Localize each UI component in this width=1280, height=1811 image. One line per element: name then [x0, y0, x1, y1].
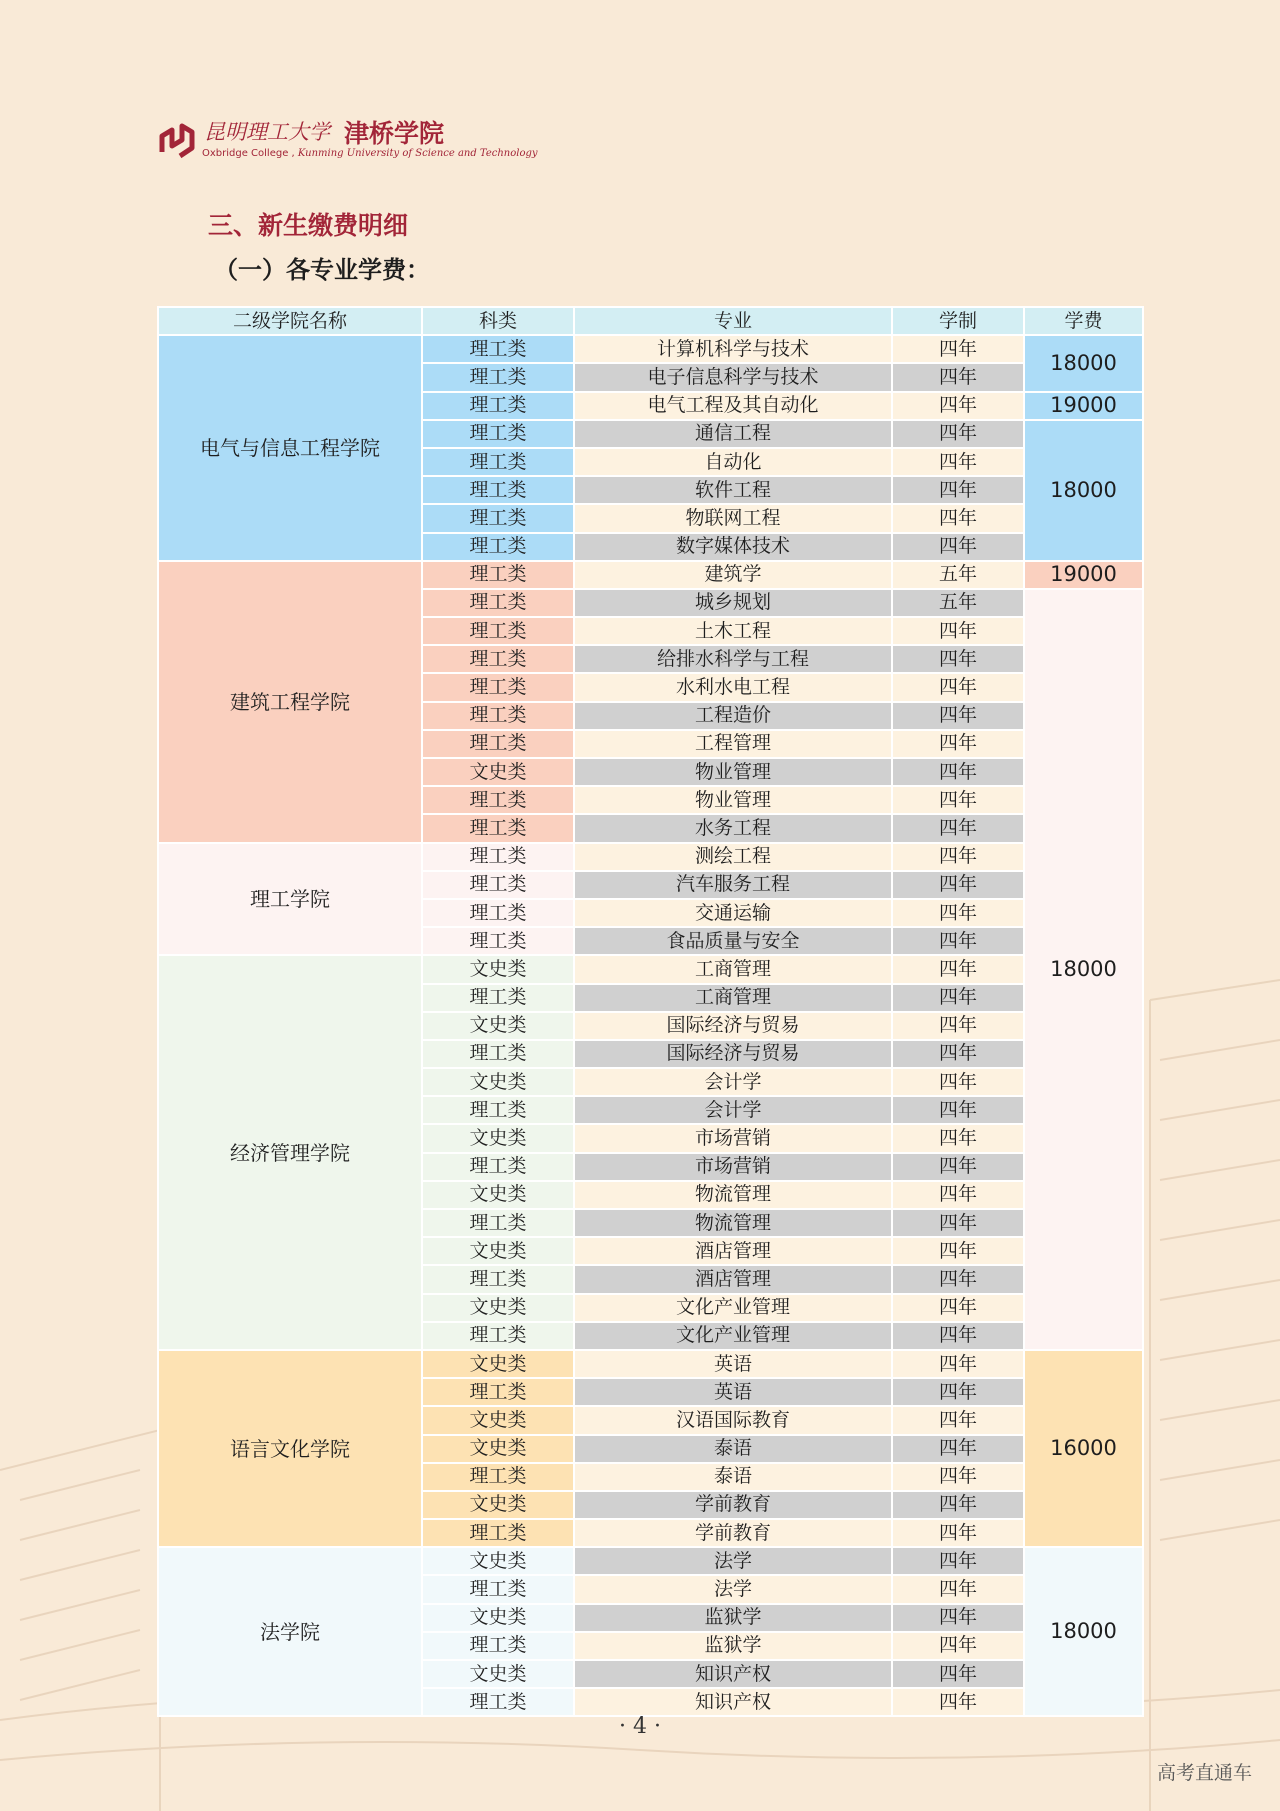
major-cell: 法学: [574, 1575, 892, 1603]
category-cell: 文史类: [422, 1237, 574, 1265]
header-duration: 学制: [892, 307, 1024, 335]
major-cell: 电子信息科学与技术: [574, 363, 892, 391]
duration-cell: 五年: [892, 561, 1024, 589]
major-cell: 文化产业管理: [574, 1294, 892, 1322]
tuition-table: [157, 306, 1144, 1717]
duration-cell: 五年: [892, 589, 1024, 617]
duration-cell: 四年: [892, 420, 1024, 448]
category-cell: 理工类: [422, 561, 574, 589]
duration-cell: 四年: [892, 1265, 1024, 1293]
duration-cell: 四年: [892, 1012, 1024, 1040]
duration-cell: 四年: [892, 504, 1024, 532]
major-cell: 监狱学: [574, 1632, 892, 1660]
category-cell: 文史类: [422, 758, 574, 786]
duration-cell: 四年: [892, 1068, 1024, 1096]
category-cell: 文史类: [422, 1491, 574, 1519]
duration-cell: 四年: [892, 786, 1024, 814]
duration-cell: 四年: [892, 448, 1024, 476]
duration-cell: 四年: [892, 1491, 1024, 1519]
category-cell: 理工类: [422, 1040, 574, 1068]
table-row: [158, 561, 1143, 589]
major-cell: 酒店管理: [574, 1237, 892, 1265]
duration-cell: 四年: [892, 1322, 1024, 1350]
table-row: [158, 1350, 1143, 1378]
section-title: 三、新生缴费明细: [208, 211, 409, 240]
category-cell: 理工类: [422, 814, 574, 842]
major-cell: 工商管理: [574, 955, 892, 983]
college-name-cell: 建筑工程学院: [158, 561, 422, 843]
college-name-cell: 语言文化学院: [158, 1350, 422, 1547]
header-fee: 学费: [1024, 307, 1143, 335]
logo-college-name: 津桥学院: [344, 119, 445, 148]
category-cell: 文史类: [422, 1181, 574, 1209]
duration-cell: 四年: [892, 673, 1024, 701]
table-body: [158, 335, 1143, 1716]
category-cell: 理工类: [422, 476, 574, 504]
category-cell: 理工类: [422, 420, 574, 448]
major-cell: 汽车服务工程: [574, 871, 892, 899]
major-cell: 物业管理: [574, 786, 892, 814]
category-cell: 理工类: [422, 843, 574, 871]
duration-cell: 四年: [892, 1294, 1024, 1322]
category-cell: 理工类: [422, 504, 574, 532]
duration-cell: 四年: [892, 645, 1024, 673]
major-cell: 水务工程: [574, 814, 892, 842]
major-cell: 计算机科学与技术: [574, 335, 892, 363]
duration-cell: 四年: [892, 1632, 1024, 1660]
category-cell: 理工类: [422, 1519, 574, 1547]
duration-cell: 四年: [892, 1040, 1024, 1068]
tuition-fee-cell: 18000: [1024, 589, 1143, 1350]
major-cell: 会计学: [574, 1068, 892, 1096]
category-cell: 理工类: [422, 927, 574, 955]
duration-cell: 四年: [892, 1519, 1024, 1547]
college-name-cell: 电气与信息工程学院: [158, 335, 422, 561]
major-cell: 物业管理: [574, 758, 892, 786]
college-name-cell: 法学院: [158, 1547, 422, 1716]
category-cell: 理工类: [422, 1688, 574, 1716]
duration-cell: 四年: [892, 871, 1024, 899]
duration-cell: 四年: [892, 1124, 1024, 1152]
category-cell: 理工类: [422, 899, 574, 927]
tuition-fee-cell: 19000: [1024, 392, 1143, 420]
duration-cell: 四年: [892, 533, 1024, 561]
major-cell: 测绘工程: [574, 843, 892, 871]
major-cell: 市场营销: [574, 1124, 892, 1152]
major-cell: 学前教育: [574, 1491, 892, 1519]
category-cell: 文史类: [422, 1547, 574, 1575]
watermark: 高考直通车: [1156, 1762, 1252, 1784]
duration-cell: 四年: [892, 335, 1024, 363]
duration-cell: 四年: [892, 1181, 1024, 1209]
duration-cell: 四年: [892, 392, 1024, 420]
duration-cell: 四年: [892, 843, 1024, 871]
duration-cell: 四年: [892, 1575, 1024, 1603]
category-cell: 理工类: [422, 730, 574, 758]
major-cell: 自动化: [574, 448, 892, 476]
tuition-fee-cell: 18000: [1024, 1547, 1143, 1716]
category-cell: 理工类: [422, 645, 574, 673]
major-cell: 水利水电工程: [574, 673, 892, 701]
category-cell: 理工类: [422, 1153, 574, 1181]
duration-cell: 四年: [892, 1209, 1024, 1237]
category-cell: 理工类: [422, 392, 574, 420]
major-cell: 电气工程及其自动化: [574, 392, 892, 420]
category-cell: 理工类: [422, 673, 574, 701]
college-name-cell: 理工学院: [158, 843, 422, 956]
category-cell: 理工类: [422, 1575, 574, 1603]
category-cell: 理工类: [422, 589, 574, 617]
category-cell: 理工类: [422, 448, 574, 476]
duration-cell: 四年: [892, 758, 1024, 786]
college-name-cell: 经济管理学院: [158, 955, 422, 1350]
major-cell: 通信工程: [574, 420, 892, 448]
category-cell: 理工类: [422, 1322, 574, 1350]
major-cell: 学前教育: [574, 1519, 892, 1547]
college-logo: [158, 116, 538, 170]
table-row: [158, 955, 1143, 983]
college-emblem-icon: [158, 122, 198, 162]
category-cell: 理工类: [422, 533, 574, 561]
major-cell: 酒店管理: [574, 1265, 892, 1293]
duration-cell: 四年: [892, 1378, 1024, 1406]
header-college: 二级学院名称: [158, 307, 422, 335]
duration-cell: 四年: [892, 363, 1024, 391]
category-cell: 理工类: [422, 786, 574, 814]
category-cell: 文史类: [422, 1435, 574, 1463]
category-cell: 理工类: [422, 335, 574, 363]
major-cell: 国际经济与贸易: [574, 1012, 892, 1040]
duration-cell: 四年: [892, 1547, 1024, 1575]
major-cell: 知识产权: [574, 1688, 892, 1716]
major-cell: 泰语: [574, 1463, 892, 1491]
subsection-title: （一）各专业学费：: [214, 256, 430, 284]
category-cell: 理工类: [422, 1209, 574, 1237]
header-major: 专业: [574, 307, 892, 335]
tuition-fee-cell: 19000: [1024, 561, 1143, 589]
category-cell: 理工类: [422, 871, 574, 899]
duration-cell: 四年: [892, 1688, 1024, 1716]
tuition-fee-cell: 18000: [1024, 420, 1143, 561]
tuition-fee-cell: 18000: [1024, 335, 1143, 391]
major-cell: 工商管理: [574, 984, 892, 1012]
major-cell: 工程管理: [574, 730, 892, 758]
duration-cell: 四年: [892, 476, 1024, 504]
major-cell: 物流管理: [574, 1209, 892, 1237]
duration-cell: 四年: [892, 1660, 1024, 1688]
duration-cell: 四年: [892, 1096, 1024, 1124]
category-cell: 文史类: [422, 1294, 574, 1322]
major-cell: 城乡规划: [574, 589, 892, 617]
duration-cell: 四年: [892, 984, 1024, 1012]
category-cell: 理工类: [422, 1463, 574, 1491]
duration-cell: 四年: [892, 814, 1024, 842]
major-cell: 知识产权: [574, 1660, 892, 1688]
table-header-row: [158, 307, 1143, 335]
table-row: [158, 843, 1143, 871]
duration-cell: 四年: [892, 1435, 1024, 1463]
category-cell: 文史类: [422, 1660, 574, 1688]
category-cell: 文史类: [422, 1124, 574, 1152]
major-cell: 软件工程: [574, 476, 892, 504]
duration-cell: 四年: [892, 617, 1024, 645]
logo-university-name: 昆明理工大学: [204, 120, 330, 144]
duration-cell: 四年: [892, 899, 1024, 927]
duration-cell: 四年: [892, 702, 1024, 730]
major-cell: 会计学: [574, 1096, 892, 1124]
duration-cell: 四年: [892, 955, 1024, 983]
category-cell: 理工类: [422, 363, 574, 391]
category-cell: 文史类: [422, 1068, 574, 1096]
major-cell: 英语: [574, 1350, 892, 1378]
major-cell: 建筑学: [574, 561, 892, 589]
category-cell: 理工类: [422, 1265, 574, 1293]
major-cell: 监狱学: [574, 1604, 892, 1632]
duration-cell: 四年: [892, 1350, 1024, 1378]
category-cell: 文史类: [422, 955, 574, 983]
major-cell: 汉语国际教育: [574, 1406, 892, 1434]
table-row: [158, 1547, 1143, 1575]
category-cell: 理工类: [422, 984, 574, 1012]
duration-cell: 四年: [892, 730, 1024, 758]
major-cell: 文化产业管理: [574, 1322, 892, 1350]
major-cell: 泰语: [574, 1435, 892, 1463]
duration-cell: 四年: [892, 1237, 1024, 1265]
duration-cell: 四年: [892, 927, 1024, 955]
major-cell: 交通运输: [574, 899, 892, 927]
category-cell: 理工类: [422, 1632, 574, 1660]
major-cell: 市场营销: [574, 1153, 892, 1181]
duration-cell: 四年: [892, 1604, 1024, 1632]
category-cell: 理工类: [422, 1378, 574, 1406]
table-row: [158, 335, 1143, 363]
page-number: · 4 ·: [619, 1714, 661, 1739]
major-cell: 工程造价: [574, 702, 892, 730]
major-cell: 数字媒体技术: [574, 533, 892, 561]
major-cell: 物联网工程: [574, 504, 892, 532]
category-cell: 文史类: [422, 1350, 574, 1378]
duration-cell: 四年: [892, 1463, 1024, 1491]
category-cell: 文史类: [422, 1012, 574, 1040]
duration-cell: 四年: [892, 1406, 1024, 1434]
tuition-fee-cell: 16000: [1024, 1350, 1143, 1547]
major-cell: 法学: [574, 1547, 892, 1575]
major-cell: 国际经济与贸易: [574, 1040, 892, 1068]
major-cell: 物流管理: [574, 1181, 892, 1209]
category-cell: 文史类: [422, 1604, 574, 1632]
category-cell: 文史类: [422, 1406, 574, 1434]
header-category: 科类: [422, 307, 574, 335]
logo-english-name: Oxbridge College , Kunming University of Science and Technology: [202, 148, 538, 159]
major-cell: 食品质量与安全: [574, 927, 892, 955]
major-cell: 英语: [574, 1378, 892, 1406]
category-cell: 理工类: [422, 702, 574, 730]
category-cell: 理工类: [422, 1096, 574, 1124]
major-cell: 给排水科学与工程: [574, 645, 892, 673]
duration-cell: 四年: [892, 1153, 1024, 1181]
major-cell: 土木工程: [574, 617, 892, 645]
category-cell: 理工类: [422, 617, 574, 645]
